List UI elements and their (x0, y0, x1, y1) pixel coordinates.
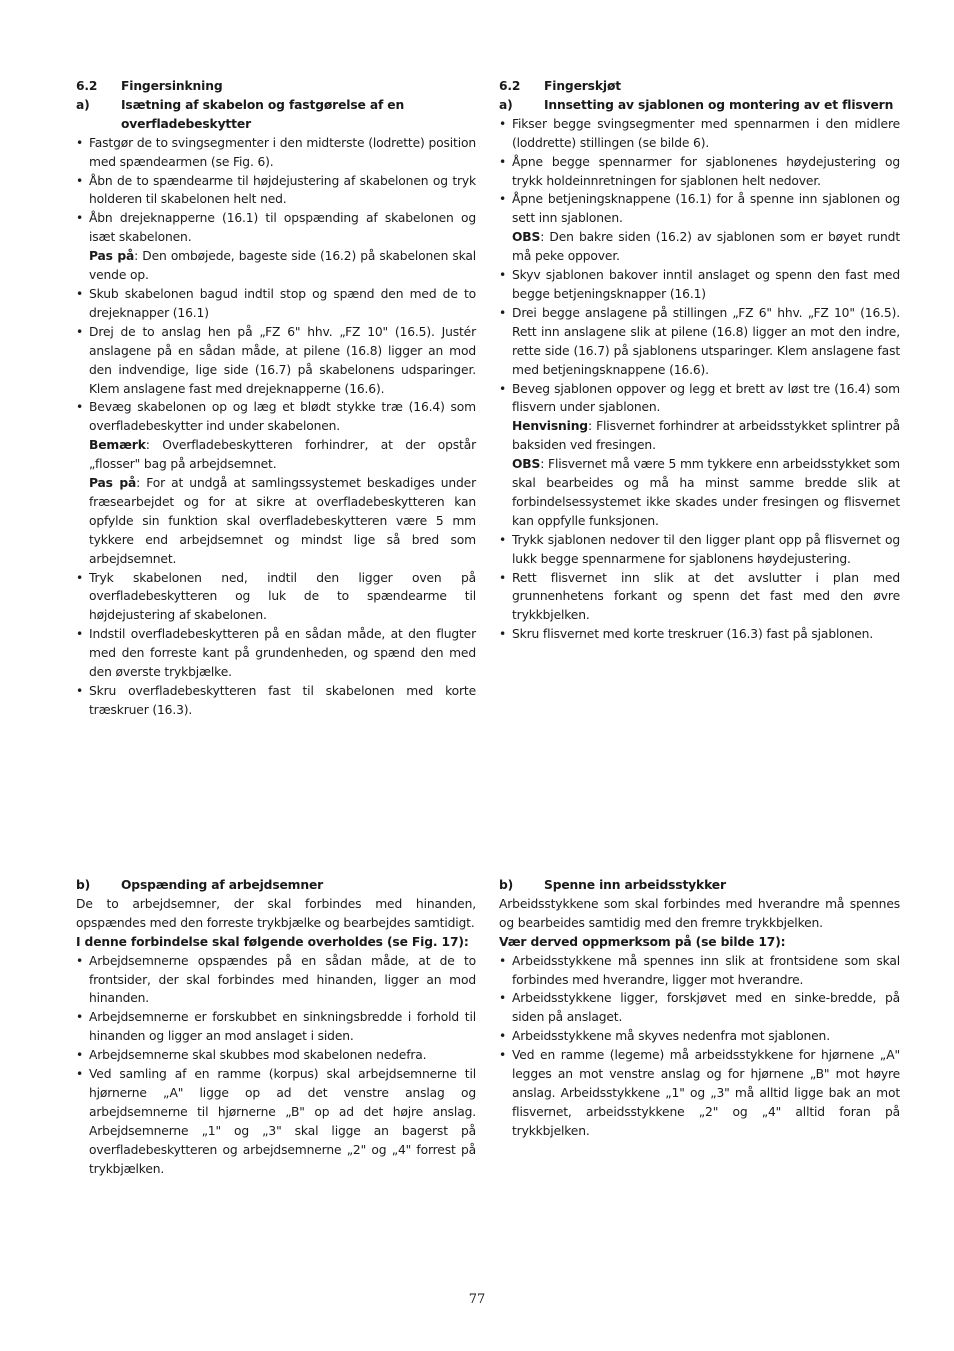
instruction-list (499, 266, 900, 417)
list-item: • Indstil overfladebeskytteren på en sådan måde, at den flugter med den forreste kant på grundenheden, og spænd den med den øverste trykbjælke. (76, 625, 476, 682)
subsection-title: Spenne inn arbeidsstykker (544, 878, 726, 892)
list-item: • Beveg sjablonen oppover og legg et brett av løst tre (16.4) som flisvern under sjablonen. (499, 380, 900, 418)
note-label: OBS (512, 230, 541, 245)
remark-note (76, 436, 476, 474)
left-section-b (76, 876, 476, 1179)
intro-paragraph: De to arbejdsemner, der skal forbindes med hinanden, opspændes med den forreste trykbjælke og bearbejdes samtidigt. (76, 896, 476, 930)
list-item: • Fastgør de to svingsegmenter i den midterste (lodrette) position med spændearmen (se Fig. 6). (76, 134, 476, 172)
note-label: Henvisning (512, 419, 588, 434)
subsection-title: Opspænding af arbejdsemner (121, 878, 324, 892)
list-item: • Åpne betjeningsknappene (16.1) for å spenne inn sjablonen og sett inn sjablonen. (499, 190, 900, 228)
instruction-list (76, 952, 476, 1179)
subsection-title: Innsetting av sjablonen og montering av et flisvern (544, 97, 894, 112)
note-label: OBS (512, 457, 541, 472)
subsection-number: a) (76, 97, 90, 112)
note-label: Bemærk (89, 438, 146, 453)
list-item: • Drej de to anslag hen på „FZ 6" hhv. „FZ 10" (16.5). Justér anslagene på en sådan måde, at pilene (16.8) ligger an mod den indvendige, lige side (16.7) på skabelonens udsparinger. Klem anslagene fast med drejeknapperne (16.6). (76, 323, 476, 399)
instruction-list (76, 285, 476, 436)
list-item: • Trykk sjablonen nedover til den ligger plant opp på flisvernet og lukk begge spennarmene for sjablonens høydejustering. (499, 531, 900, 569)
note-text: : Flisvernet må være 5 mm tykkere enn arbeidsstykket som skal bearbeides og må ha minst samme bredde slik at forbindelsessystemet ikke skades under fresingen og flisvernet kan oppfylle funksjonen. (512, 457, 900, 528)
intro-paragraph: Arbeidsstykkene som skal forbindes med hverandre må spennes og bearbeides samtidig med den fremre trykkbjelken. (499, 896, 900, 930)
section-title: Fingerskjøt (544, 79, 621, 93)
instruction-list (499, 952, 900, 1141)
instruction-list (499, 531, 900, 644)
list-item: • Fikser begge svingsegmenter med spennarmen i den midlere (loddrette) stillingen (se bilde 6). (499, 115, 900, 153)
list-item: • Arbejdsemnerne opspændes på en sådan måde, at de to frontsider, der skal forbindes med hinanden, ligger an mod hinanden. (76, 952, 476, 1009)
caution-note (499, 455, 900, 531)
subsection-number: b) (76, 878, 91, 892)
list-item: • Arbejdsemnerne skal skubbes mod skabelonen nedefra. (76, 1046, 476, 1065)
list-item: • Arbeidsstykkene ligger, forskjøvet med en sinke-bredde, på siden på anslaget. (499, 989, 900, 1027)
list-item: • Åbn drejeknapperne (16.1) til opspænding af skabelonen og isæt skabelonen. (76, 209, 476, 247)
subsection-heading (76, 876, 476, 895)
list-item: • Arbeidsstykkene må skyves nedenfra mot sjablonen. (499, 1027, 900, 1046)
caution-note (76, 247, 476, 285)
list-item: • Drei begge anslagene på stillingen „FZ 6" hhv. „FZ 10" (16.5). Rett inn anslagene slik at pilene (16.8) ligger an mot den indre, rette side (16.7) på sjablonens utsparinger. Klem anslagene fast med betjeningsknappene (16.6). (499, 304, 900, 380)
bold-instruction: I denne forbindelse skal følgende overholdes (se Fig. 17): (76, 934, 469, 949)
note-label: Pas på (89, 249, 135, 264)
note-text: : Den ombøjede, bageste side (16.2) på skabelonen skal vende op. (89, 249, 477, 283)
bold-instruction: Vær derved oppmerksom på (se bilde 17): (499, 934, 786, 949)
list-item: • Arbeidsstykkene må spennes inn slik at frontsidene som skal forbindes med hverandre, ligger mot hverandre. (499, 952, 900, 990)
section-title: Fingersinkning (121, 79, 223, 93)
list-item: • Skru flisvernet med korte treskruer (16.3) fast på sjablonen. (499, 625, 900, 644)
subsection-number: b) (499, 878, 514, 892)
note-text: : Flisvernet forhindrer at arbeidsstykket splintrer på baksiden ved fresingen. (512, 419, 900, 453)
list-item: • Rett flisvernet inn slik at det avslutter i plan med grunnenhetens forkant og spenn det fast med den øvre trykkbjelken. (499, 569, 900, 626)
instruction-list (76, 569, 476, 720)
list-item: • Skyv sjablonen bakover inntil anslaget og spenn den fast med begge betjeningsknapper (16.1) (499, 266, 900, 304)
right-section-b (499, 876, 900, 1141)
note-label: Pas på (89, 476, 137, 491)
list-item: • Skub skabelonen bagud indtil stop og spænd den med de to drejeknapper (16.1) (76, 285, 476, 323)
caution-note (499, 228, 900, 266)
remark-note (499, 417, 900, 455)
note-text: : Den bakre siden (16.2) av sjablonen som er bøyet rundt må peke oppover. (512, 230, 900, 264)
instruction-list (499, 115, 900, 228)
subsection-heading (499, 876, 900, 895)
section-number: 6.2 (76, 79, 98, 93)
list-item: • Ved en ramme (legeme) må arbeidsstykkene for hjørnene „A" legges an mot venstre anslag og for hjørnene „B" mot høyre anslag. Arbeidsstykkene „1" og „3" må alltid ligge bak an mot flisvernet, arbeidsstykkene „2" og „4" alltid foran på trykkbjelken. (499, 1046, 900, 1141)
list-item: • Bevæg skabelonen op og læg et blødt stykke træ (16.4) som overfladebeskytter ind under skabelonen. (76, 398, 476, 436)
list-item: • Åpne begge spennarmer for sjablonenes høydejustering og trykk holdeinnretningen for sjablonen helt nedover. (499, 153, 900, 191)
page-number: 77 (468, 1292, 486, 1307)
section-heading (499, 77, 900, 96)
list-item: • Ved samling af en ramme (korpus) skal arbejdsemnerne til hjørnerne „A" ligge op ad det venstre anslag og arbejdsemnerne til hjørnerne „B" op ad det højre anslag. Arbejdsemnerne „1" og „3" skal ligge an bagerst på overfladebeskytteren og arbejdsemnerne „2" og „4" forrest på trykbjælken. (76, 1065, 476, 1178)
note-text: : For at undgå at samlingssystemet beskadiges under fræsearbejdet og for at sikre at overfladebeskytteren kan opfylde sin funktion skal overfladebeskytteren være 5 mm tykkere end arbejdsemnet og mindst lige så bred som arbejdsemnet. (89, 476, 476, 566)
subsection-number: a) (499, 97, 513, 112)
section-number: 6.2 (499, 79, 521, 93)
list-item: • Arbejdsemnerne er forskubbet en sinkningsbredde i forhold til hinanden og ligger an mod anslaget i siden. (76, 1008, 476, 1046)
subsection-heading (499, 96, 900, 115)
section-heading (76, 77, 476, 96)
left-section-a (76, 77, 476, 720)
note-text: : Overfladebeskytteren forhindrer, at der opstår „flosser" bag på arbejdsemnet. (89, 438, 476, 472)
instruction-list (76, 134, 476, 247)
right-section-a (499, 77, 900, 644)
list-item: • Tryk skabelonen ned, indtil den ligger oven på overfladebeskytteren og luk de to spændearme til højdejustering af skabelonen. (76, 569, 476, 626)
subsection-heading (76, 96, 476, 134)
list-item: • Skru overfladebeskytteren fast til skabelonen med korte træskruer (16.3). (76, 682, 476, 720)
list-item: • Åbn de to spændearme til højdejustering af skabelonen og tryk holderen til skabelonen helt ned. (76, 172, 476, 210)
subsection-title: Isætning af skabelon og fastgørelse af en overfladebeskytter (121, 97, 405, 131)
caution-note (76, 474, 476, 569)
